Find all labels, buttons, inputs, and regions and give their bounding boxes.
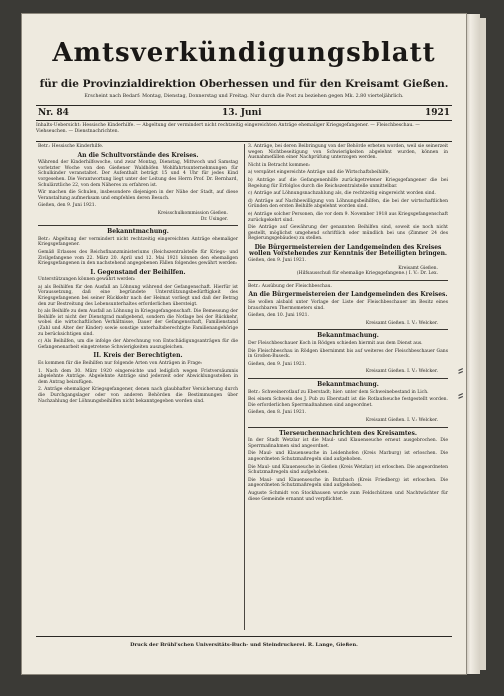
right-column: [248, 144, 448, 504]
paragraph: b) Anträge auf die Gefangenenhilfe zurückgetretener Kriegsgefangener die bei Regelung für Erfolglos durch die Reichszentralstelle unmittelbar.: [248, 177, 448, 189]
section-divider: [248, 427, 448, 428]
column-separator: [244, 144, 245, 630]
paragraph: Wir machen die Schulen, insbesondere diejenigen in der Nähe der Stadt, auf diese Veranstaltung aufmerksam und empfehlen deren Besuch.: [38, 190, 238, 201]
paragraph: c) Als Beihilfen, um die infolge der Abrechnung von Entschädigungsanträgen für die Gefangenenarbeit eingetretene Schwierigkeiten auszugleichen.: [38, 339, 238, 350]
paragraph: Es kommen für die Beihilfen nur folgende Arten von Anträgen in Frage:: [38, 361, 203, 366]
paragraph: Die Maul- und Klauenseuche in Leidenhofen (Kreis Marburg) ist erloschen. Die angeordneten Schutzmaßregeln sind aufgehoben.: [248, 451, 448, 462]
signature-line: Kreisamt Gießen. I. V.: Welcker.: [365, 369, 438, 375]
paragraph: 2. Anträge ehemaliger Kriegsgefangener, denen nach glaubhafter Versicherung durch die Durchgangslager oder von anderen Behörden die Bestimmungen über Nachzahlung der Löhnungsbeihilfen nicht bekanntgegeben worden sind.: [38, 387, 238, 404]
book-page-edge: [466, 14, 480, 674]
section-heading: Bekanntmachung.: [317, 381, 379, 388]
paragraph: 1. Nach dem 30. März 1920 eingereichte und lediglich wegen Fristversäumnis abgelehnte Anträge. Abgelehnte Anträge sind jederzeit oder Abwicklungsstellen in dem Antrag beizufügen.: [38, 368, 238, 385]
paragraph: Die Anträge auf Gewährung der genannten Beihilfen sind, soweit sie noch nicht gestellt, möglichst umgehend schriftlich oder mündlich bei uns (Zimmer 24 des Regierungsgebäudes) zu stellen.: [248, 225, 448, 242]
paragraph: Sie wollen alsbald unter Vorlage der Liste der Fleischbeschauer im Besitz eines brauchbaren Thermometers sind.: [248, 300, 448, 311]
left-column: [38, 144, 238, 406]
paragraph: Bei einem Schwein des J. Pub zu Eberstadt ist die Rotlaufseuche festgestellt worden. Die erforderlichen Sperrmaßnahmen sind angeordnet.: [248, 397, 448, 408]
section-heading: Die Bürgermeistereien der Landgemeinden des Kreises wollen Vorstehendes zur Kenntnis der Beteiligten bringen.: [248, 243, 448, 257]
signature-line: Kreisschulkommission Gießen.: [157, 210, 228, 216]
section-heading: I. Gegenstand der Beihilfen.: [90, 268, 186, 276]
pencil-mark-2: ⸗: [458, 385, 464, 404]
paragraph: 3. Anträge, bei deren Beibringung von der Behörde erbeten worden, weil sie seinerzeit wegen Nichtbeseitigung von Schwierigkeiten abgelehnt wurden, können in Ausnahmefällen einer Nachprüfung unterzogen werden.: [248, 144, 448, 161]
signature-line: Dr. Usinger.: [200, 216, 228, 222]
pencil-mark-1: ⸗: [458, 360, 464, 379]
section-divider: [248, 329, 448, 330]
section-heading: II. Kreis der Berechtigten.: [93, 352, 183, 360]
paragraph: Die Fleischbeschau in Rödgen übernimmt bis auf weiteres der Fleischbeschauer Gans in Großen-Buseck.: [248, 348, 448, 360]
signature-line: Kreisamt Gießen. I. V.: Welcker.: [365, 417, 438, 423]
section-divider: [248, 280, 448, 281]
signature-line: Kreisamt Gießen. I. V.: Welcker.: [365, 320, 438, 326]
section-heading: Bekanntmachung.: [107, 228, 169, 236]
paragraph: Unterstützungen können gewährt werden:: [38, 277, 136, 283]
rule-mid: [36, 120, 452, 121]
paragraph: Die Maul- und Klauenseuche in Gießen (Kreis Wetzlar) ist erloschen. Die angeordneten Schutzmaßregeln sind aufgehoben.: [248, 464, 448, 476]
issue-date: 13. Juni: [222, 108, 262, 118]
masthead-title: Amtsverkündigungsblatt: [52, 38, 436, 68]
paragraph: Gießen, den 9. Juni 1921.: [38, 203, 97, 209]
paragraph: Während der Kinderhilfswoche, und zwar Montag, Dienstag, Mittwoch und Samstag vorletzter Woche von den Gießener Waldhöfen Wohlfahrtsunternehmungen für Schulkinder veranstaltet. Der Aufenthalt beträgt 15 und 4 Uhr für jedes Kind vorgesehen. Die Verantwortung liegt unter der Leitung des Herrn Prof. Dr. Bernhard, Schulärztliche 22, von dem Näheres zu erfahren ist.: [38, 160, 238, 188]
rule-bottom: [36, 636, 452, 637]
paragraph: c) Anträge auf Löhnungsnachzahlung als, die rechtzeitig eingereicht worden sind.: [248, 191, 436, 197]
paragraph: b) als Beihilfe zu dem Ausfall an Löhnung in Kriegsgefangenschaft. Die Bemessung der Beihilfe ist nicht der Dienstgrad maßgebend, sondern die Notlage bei der Rückkehr, wobei die wirtschaftlichen Verhältnisse, Dauer der Gefangenschaft, Familienstand (Zahl und Alter der Kinder) sowie sonstige unterhaltsberechtigte Familienangehörige zu berücksichtigen sind.: [38, 309, 238, 337]
paragraph: Gießen, den 9. Juni 1921.: [248, 258, 307, 264]
paragraph: In der Stadt Wetzlar ist die Maul- und Klauenseuche erneut ausgebrochen. Die Sperrmaßnahmen sind angeordnet.: [248, 438, 448, 449]
section-heading: An die Bürgermeistereien der Landgemeinden des Kreises.: [248, 291, 448, 299]
signature-line: (Hilfsausschuß für ehemalige Kriegsgefangene.) I. V.: Dr. Lex.: [296, 271, 438, 277]
table-of-contents: Inhalts-Uebersicht: Hessische Kinderhilfe. — Abgeltung der vermindert nicht rechtzeitig eingereichten Anträge ehemaliger Kriegsgefangener. — Fleischbeschau. — Viehseuchen. — Dienstnachrichten.: [36, 123, 420, 134]
paragraph: a) verspätet eingereichte Anträge und die Wirtschaftsbeihilfe,: [248, 170, 390, 176]
paragraph: Gemäß Erlasses des Reichsfinanzministeriums (Reichszentralstelle für Kriegs- und Zivilgefangene vom 22. März 20. April und 12. Mai 1921 können den ehemaligen Kriegsgefangenen in den nachstehend angegebenen Fällen folgendes gewährt werden:: [38, 249, 238, 267]
section-heading: Bekanntmachung.: [317, 332, 379, 340]
publication-info: Erscheint nach Bedarf: Montag, Dienstag, Donnerstag und Freitag. Nur durch die Post zu beziehen gegen Mk. 2.80 vierteljährlich.: [84, 94, 404, 99]
paragraph: Der Fleischbeschauer Koch in Rödgen schieden hiermit aus dem Dienst aus.: [248, 341, 423, 347]
paragraph: e) Anträge solcher Personen, die vor dem 9. November 1918 aus Kriegsgefangenschaft zurückgekehrt sind.: [248, 211, 448, 223]
paragraph: Betr.: Abgeltung der vermindert nicht rechtzeitig eingereichten Anträge ehemaliger Kriegsgefangener.: [38, 236, 238, 248]
paragraph: Auguste Schmidt von Stockhausen wurde zum Feldschützen und Nachtwächter für diese Gemeinde ernannt und verpflichtet.: [248, 490, 448, 502]
section-divider: [38, 225, 238, 226]
signature-line: Kreisamt Gießen.: [398, 265, 438, 271]
printer-imprint: Druck der Brühl'schen Universitäts-Buch- und Steindruckerei. R. Lange, Gießen.: [130, 642, 358, 648]
section-divider: [248, 378, 448, 379]
paragraph: Betr.: Schweinerotlauf zu Eberstadt; hier: unter dem Schweinebestand in Lich.: [248, 389, 429, 395]
issue-year: 1921: [424, 108, 450, 118]
paragraph: Gießen, den 9. Juni 1921.: [248, 361, 307, 367]
issue-number: Nr. 84: [38, 108, 69, 118]
book-page-edge-inner: [480, 18, 486, 670]
rule-top: [36, 105, 452, 106]
paragraph: Gießen, den 10. Juni 1921.: [248, 313, 309, 319]
paragraph: d) Anträge auf Nachbewilligung von Löhnungsbeihilfen, die bei der wirtschaftlichen Gründen den ersten Beihilfe abgelehnt worden sind.: [248, 198, 448, 210]
masthead-subtitle: für die Provinzialdirektion Oberhessen und für den Kreisamt Gießen.: [39, 78, 449, 90]
section-heading: Tierseuchennachrichten des Kreisamtes.: [279, 429, 417, 437]
paragraph: Gießen, den 8. Juni 1921.: [248, 410, 307, 416]
paragraph: Betr.: Hessische Kinderhilfe.: [38, 144, 104, 149]
issue-line: [36, 108, 452, 120]
section-heading: An die Schultvorstände des Kreises.: [77, 151, 199, 159]
rule-index: [36, 141, 452, 142]
paragraph: Nicht in Betracht kommen:: [248, 162, 311, 168]
paragraph: Die Maul- und Klauenseuche in Butzbach (Kreis Friedberg) ist erloschen. Die angeordneten Schutzmaßregeln sind aufgehoben.: [248, 477, 448, 489]
paragraph: Betr.: Ausübung der Fleischbeschau.: [248, 283, 332, 289]
paragraph: a) als Beihilfen für den Ausfall an Löhnung während der Gefangenschaft. Hierfür ist Voraussetzung, daß eine begründete Unterstützungsbedürftigkeit des Kriegsgefangenen bei seiner Rückkehr nach der Heimat vorliegt und daß der Betrag den zur Bestreitung des Lebensunterhaltes erforderlichen übersteigt.: [38, 284, 238, 307]
